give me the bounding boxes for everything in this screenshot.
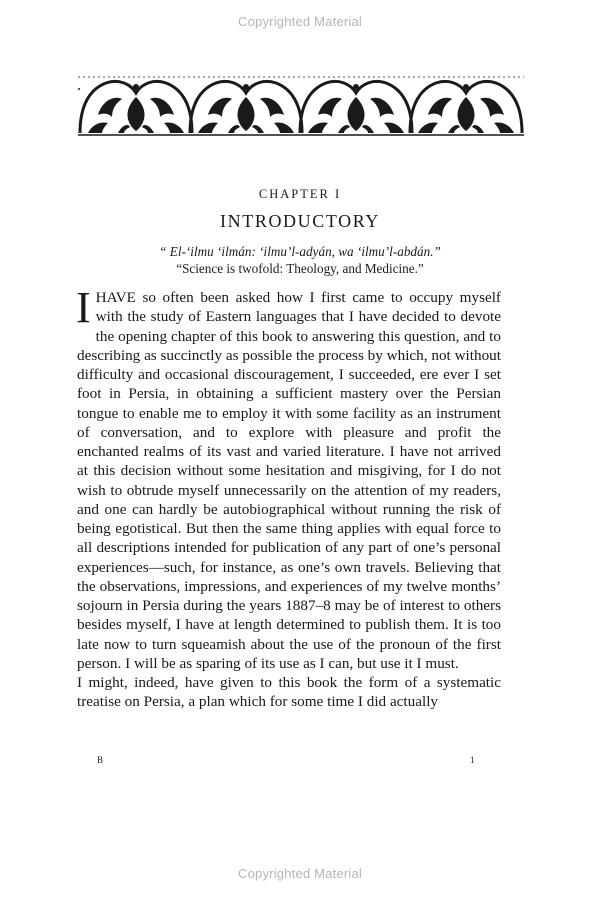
paragraph-1-text: HAVE so often been asked how I first came to occupy myself with the study of Eastern languages that I have decided to devote the opening chapter of this book to answering this question, and to describing as succinctly as possible the process by which, not without difficulty and occasional discouragement, I succeeded, ere ever I set foot in Persia, in obtaining a sufficient mastery over the Persian tongue to enable me to employ it with some facility as an instrument of conversation, and to explore with pleasure and profit the enchanted realms of its vast and varied literature. I have not arrived at this decision without some hesitation and misgiving, for I do not wish to obtrude myself unnecessarily on the attention of my readers, and one can hardly be autobiographical without running the risk of being egotistical. But then the same thing applies with equal force to all descriptions intended for publication of any part of one’s personal experiences—such, for instance, as one’s own travels. Believing that the observations, impressions, and experiences of my twelve months’ sojourn in Persia during the years 1887–8 may be of interest to others besides myself, I have at length determined to publish them. It is too late now to turn squeamish about the use of the pronoun of the first person. I will be as sparing of its use as I can, but use it I must. (77, 289, 501, 672)
watermark-top: Copyrighted Material (238, 14, 362, 29)
signature-mark: B (97, 755, 104, 765)
epigraph-arabic: “ El-‘ilmu ‘ilmán: ‘ilmu’l-adyán, wa ‘ilmu’l-abdán.” (159, 244, 441, 259)
page-number: 1 (470, 755, 475, 765)
chapter-label: CHAPTER I (258, 187, 342, 201)
paragraph-1 (76, 283, 501, 673)
chapter-body (76, 283, 501, 712)
drop-cap: I (76, 283, 91, 332)
stray-print-dot (78, 88, 80, 90)
paragraph-2: I might, indeed, have given to this book the form of a systematic treatise on Persia, a plan which for some time I did actually (77, 674, 501, 711)
chapter-title: INTRODUCTORY (220, 211, 380, 231)
arabesque-headpiece-ornament-icon (78, 75, 524, 137)
epigraph-english: “Science is twofold: Theology, and Medicine.” (176, 261, 424, 276)
watermark-bottom: Copyrighted Material (238, 866, 362, 881)
